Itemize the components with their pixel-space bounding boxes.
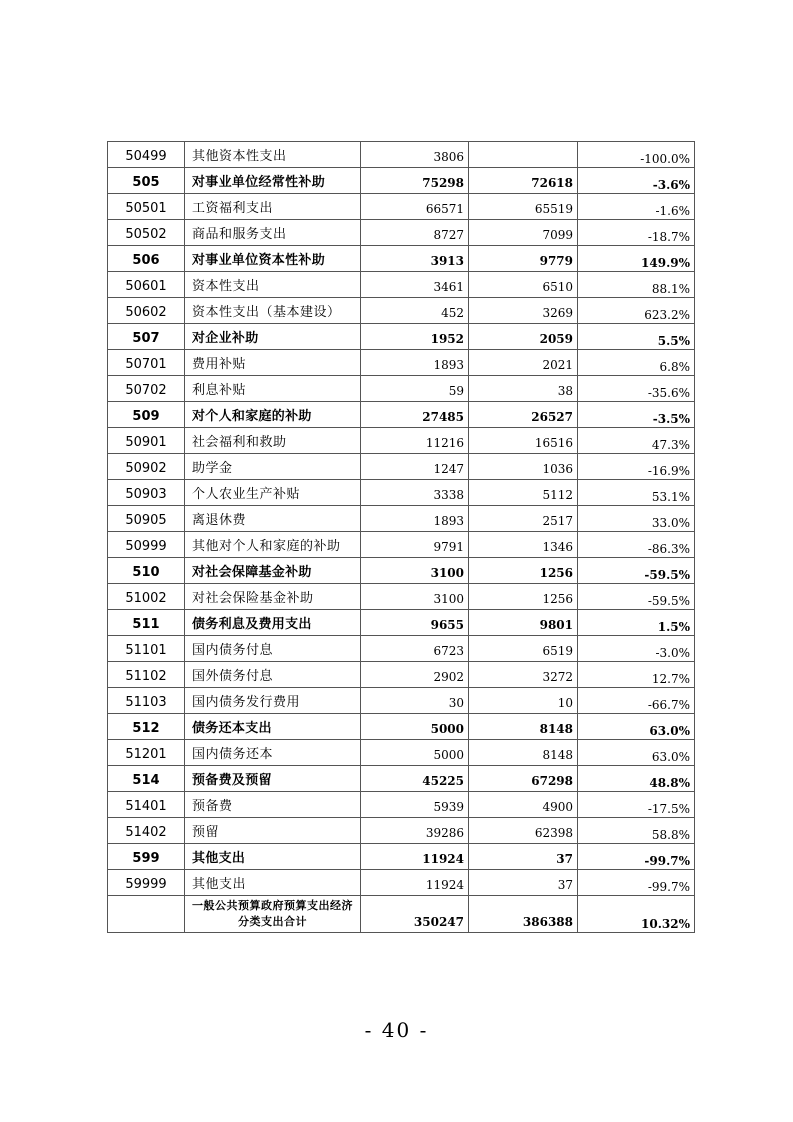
change-percent-cell: -59.5%: [578, 584, 695, 610]
change-percent-cell: 149.9%: [578, 246, 695, 272]
value-cell-1: 11216: [361, 428, 469, 454]
value-cell-2: 1346: [469, 532, 578, 558]
change-percent-cell: 6.8%: [578, 350, 695, 376]
value-cell-2: 37: [469, 844, 578, 870]
code-cell: 51201: [108, 740, 185, 766]
code-cell: 510: [108, 558, 185, 584]
table-row: [108, 844, 695, 870]
total-row: [108, 896, 695, 933]
value-cell-2: 1256: [469, 558, 578, 584]
table-row: [108, 168, 695, 194]
value-cell-2: 10: [469, 688, 578, 714]
item-name-cell: 预备费: [185, 792, 361, 818]
value-cell-2: 9801: [469, 610, 578, 636]
change-percent-cell: -1.6%: [578, 194, 695, 220]
total-value-cell-2: 386388: [469, 896, 578, 933]
item-name-cell: 国内债务发行费用: [185, 688, 361, 714]
item-name-cell: 国内债务付息: [185, 636, 361, 662]
value-cell-2: [469, 142, 578, 168]
code-cell: 50905: [108, 506, 185, 532]
code-cell: 50701: [108, 350, 185, 376]
change-percent-cell: 1.5%: [578, 610, 695, 636]
item-name-cell: 对个人和家庭的补助: [185, 402, 361, 428]
code-cell: 51102: [108, 662, 185, 688]
change-percent-cell: -100.0%: [578, 142, 695, 168]
code-cell: 51103: [108, 688, 185, 714]
item-name-cell: 对事业单位资本性补助: [185, 246, 361, 272]
table-row: [108, 376, 695, 402]
change-percent-cell: 12.7%: [578, 662, 695, 688]
table-row: [108, 246, 695, 272]
value-cell-2: 37: [469, 870, 578, 896]
change-percent-cell: -3.6%: [578, 168, 695, 194]
code-cell: 50601: [108, 272, 185, 298]
change-percent-cell: 48.8%: [578, 766, 695, 792]
change-percent-cell: -3.5%: [578, 402, 695, 428]
value-cell-2: 62398: [469, 818, 578, 844]
item-name-cell: 其他资本性支出: [185, 142, 361, 168]
change-percent-cell: 47.3%: [578, 428, 695, 454]
value-cell-1: 3461: [361, 272, 469, 298]
change-percent-cell: -99.7%: [578, 870, 695, 896]
item-name-cell: 对社会保障基金补助: [185, 558, 361, 584]
change-percent-cell: 53.1%: [578, 480, 695, 506]
code-cell: 50602: [108, 298, 185, 324]
value-cell-1: 5000: [361, 714, 469, 740]
table-row: [108, 584, 695, 610]
code-cell: 511: [108, 610, 185, 636]
item-name-cell: 对事业单位经常性补助: [185, 168, 361, 194]
item-name-cell: 国内债务还本: [185, 740, 361, 766]
code-cell: 509: [108, 402, 185, 428]
code-cell: 59999: [108, 870, 185, 896]
item-name-cell: 其他支出: [185, 870, 361, 896]
code-cell: 507: [108, 324, 185, 350]
table-row: [108, 506, 695, 532]
table-row: [108, 194, 695, 220]
value-cell-2: 16516: [469, 428, 578, 454]
code-cell: 506: [108, 246, 185, 272]
value-cell-1: 66571: [361, 194, 469, 220]
table-row: [108, 272, 695, 298]
code-cell: 50499: [108, 142, 185, 168]
code-cell: 51002: [108, 584, 185, 610]
total-code-cell: [108, 896, 185, 933]
code-cell: 514: [108, 766, 185, 792]
code-cell: 599: [108, 844, 185, 870]
change-percent-cell: -17.5%: [578, 792, 695, 818]
value-cell-1: 39286: [361, 818, 469, 844]
code-cell: 51401: [108, 792, 185, 818]
value-cell-1: 75298: [361, 168, 469, 194]
table-row: [108, 714, 695, 740]
code-cell: 51101: [108, 636, 185, 662]
value-cell-2: 9779: [469, 246, 578, 272]
table-row: [108, 532, 695, 558]
value-cell-2: 7099: [469, 220, 578, 246]
total-label-cell: 一般公共预算政府预算支出经济分类支出合计: [185, 896, 361, 933]
value-cell-2: 72618: [469, 168, 578, 194]
table-row: [108, 766, 695, 792]
code-cell: 50702: [108, 376, 185, 402]
change-percent-cell: 5.5%: [578, 324, 695, 350]
value-cell-1: 11924: [361, 844, 469, 870]
change-percent-cell: -86.3%: [578, 532, 695, 558]
value-cell-1: 3100: [361, 584, 469, 610]
change-percent-cell: 58.8%: [578, 818, 695, 844]
code-cell: 50999: [108, 532, 185, 558]
code-cell: 50501: [108, 194, 185, 220]
value-cell-1: 1247: [361, 454, 469, 480]
value-cell-1: 3100: [361, 558, 469, 584]
value-cell-1: 8727: [361, 220, 469, 246]
value-cell-1: 9791: [361, 532, 469, 558]
item-name-cell: 国外债务付息: [185, 662, 361, 688]
value-cell-2: 3272: [469, 662, 578, 688]
item-name-cell: 个人农业生产补贴: [185, 480, 361, 506]
code-cell: 50901: [108, 428, 185, 454]
table-row: [108, 142, 695, 168]
table-row: [108, 454, 695, 480]
value-cell-2: 8148: [469, 714, 578, 740]
item-name-cell: 商品和服务支出: [185, 220, 361, 246]
page-number: - 40 -: [364, 1018, 429, 1042]
table-row: [108, 350, 695, 376]
value-cell-2: 65519: [469, 194, 578, 220]
value-cell-2: 2517: [469, 506, 578, 532]
table-row: [108, 220, 695, 246]
item-name-cell: 资本性支出（基本建设）: [185, 298, 361, 324]
table-row: [108, 818, 695, 844]
budget-expenditure-table: [107, 141, 695, 933]
code-cell: 51402: [108, 818, 185, 844]
total-change-percent-cell: 10.32%: [578, 896, 695, 933]
change-percent-cell: -18.7%: [578, 220, 695, 246]
value-cell-2: 6510: [469, 272, 578, 298]
code-cell: 50903: [108, 480, 185, 506]
value-cell-2: 1036: [469, 454, 578, 480]
item-name-cell: 离退休费: [185, 506, 361, 532]
total-value-cell-1: 350247: [361, 896, 469, 933]
value-cell-2: 6519: [469, 636, 578, 662]
change-percent-cell: 623.2%: [578, 298, 695, 324]
value-cell-1: 1893: [361, 350, 469, 376]
value-cell-1: 59: [361, 376, 469, 402]
change-percent-cell: 88.1%: [578, 272, 695, 298]
item-name-cell: 预留: [185, 818, 361, 844]
value-cell-2: 5112: [469, 480, 578, 506]
value-cell-1: 45225: [361, 766, 469, 792]
table-row: [108, 428, 695, 454]
value-cell-2: 4900: [469, 792, 578, 818]
item-name-cell: 预备费及预留: [185, 766, 361, 792]
item-name-cell: 费用补贴: [185, 350, 361, 376]
item-name-cell: 债务还本支出: [185, 714, 361, 740]
value-cell-1: 9655: [361, 610, 469, 636]
change-percent-cell: 63.0%: [578, 714, 695, 740]
code-cell: 50902: [108, 454, 185, 480]
table-row: [108, 688, 695, 714]
change-percent-cell: -35.6%: [578, 376, 695, 402]
item-name-cell: 其他支出: [185, 844, 361, 870]
table-row: [108, 480, 695, 506]
value-cell-2: 3269: [469, 298, 578, 324]
code-cell: 50502: [108, 220, 185, 246]
change-percent-cell: -3.0%: [578, 636, 695, 662]
item-name-cell: 资本性支出: [185, 272, 361, 298]
item-name-cell: 社会福利和救助: [185, 428, 361, 454]
change-percent-cell: 33.0%: [578, 506, 695, 532]
value-cell-1: 3806: [361, 142, 469, 168]
value-cell-1: 1893: [361, 506, 469, 532]
value-cell-1: 452: [361, 298, 469, 324]
value-cell-1: 11924: [361, 870, 469, 896]
value-cell-1: 1952: [361, 324, 469, 350]
table-row: [108, 298, 695, 324]
value-cell-2: 2059: [469, 324, 578, 350]
table-body: [108, 142, 695, 933]
change-percent-cell: -16.9%: [578, 454, 695, 480]
item-name-cell: 其他对个人和家庭的补助: [185, 532, 361, 558]
item-name-cell: 工资福利支出: [185, 194, 361, 220]
value-cell-1: 2902: [361, 662, 469, 688]
value-cell-1: 3338: [361, 480, 469, 506]
item-name-cell: 助学金: [185, 454, 361, 480]
table-row: [108, 740, 695, 766]
value-cell-1: 3913: [361, 246, 469, 272]
item-name-cell: 对企业补助: [185, 324, 361, 350]
item-name-cell: 对社会保险基金补助: [185, 584, 361, 610]
value-cell-1: 30: [361, 688, 469, 714]
value-cell-2: 26527: [469, 402, 578, 428]
table-row: [108, 870, 695, 896]
value-cell-2: 2021: [469, 350, 578, 376]
value-cell-2: 1256: [469, 584, 578, 610]
code-cell: 512: [108, 714, 185, 740]
table-row: [108, 558, 695, 584]
code-cell: 505: [108, 168, 185, 194]
value-cell-2: 8148: [469, 740, 578, 766]
table-row: [108, 610, 695, 636]
value-cell-2: 38: [469, 376, 578, 402]
change-percent-cell: -59.5%: [578, 558, 695, 584]
value-cell-1: 5000: [361, 740, 469, 766]
item-name-cell: 利息补贴: [185, 376, 361, 402]
table-row: [108, 792, 695, 818]
value-cell-1: 27485: [361, 402, 469, 428]
table-row: [108, 636, 695, 662]
table-row: [108, 662, 695, 688]
value-cell-1: 5939: [361, 792, 469, 818]
item-name-cell: 债务利息及费用支出: [185, 610, 361, 636]
change-percent-cell: 63.0%: [578, 740, 695, 766]
value-cell-1: 6723: [361, 636, 469, 662]
table-row: [108, 402, 695, 428]
table-row: [108, 324, 695, 350]
change-percent-cell: -66.7%: [578, 688, 695, 714]
change-percent-cell: -99.7%: [578, 844, 695, 870]
value-cell-2: 67298: [469, 766, 578, 792]
